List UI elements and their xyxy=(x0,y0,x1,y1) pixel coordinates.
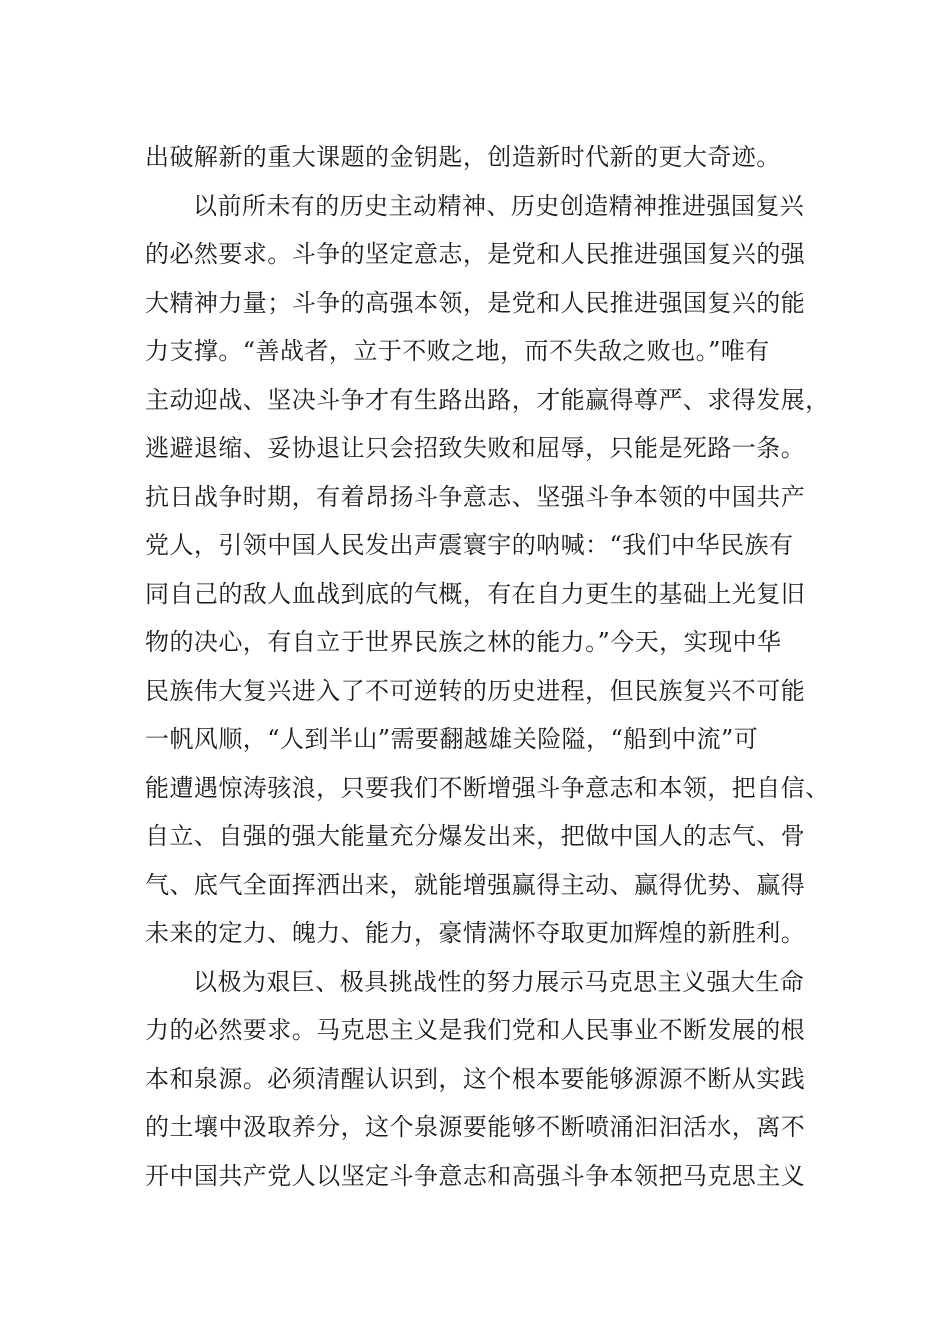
text-line: 以极为艰巨、极具挑战性的努力展示马克思主义强大生命 xyxy=(193,967,805,996)
body-text xyxy=(145,133,830,1200)
text-line: 同自己的敌人血战到底的气概，有在自力更生的基础上光复旧 xyxy=(145,579,806,608)
text-line: 力支撑。“善战者，立于不败之地，而不失敌之败也。”唯有 xyxy=(145,337,770,365)
text-line: 抗日战争时期，有着昂扬斗争意志、坚强斗争本领的中国共产 xyxy=(145,482,806,511)
text-line: 力的必然要求。马克思主义是我们党和人民事业不断发展的根 xyxy=(145,1016,806,1044)
text-line: 的必然要求。斗争的坚定意志，是党和人民推进强国复兴的强 xyxy=(145,240,806,268)
text-line: 开中国共产党人以坚定斗争意志和高强斗争本领把马克思主义 xyxy=(145,1161,806,1190)
text-line: 气、底气全面挥洒出来，就能增强赢得主动、赢得优势、赢得 xyxy=(145,870,806,899)
text-line: 能遭遇惊涛骇浪，只要我们不断增强斗争意志和本领，把自信、 xyxy=(145,773,830,802)
text-line: 物的决心，有自立于世界民族之林的能力。”今天，实现中华 xyxy=(145,628,782,656)
text-line: 一帆风顺，“人到半山”需要翻越雄关险隘，“船到中流”可 xyxy=(145,725,759,753)
text-line: 出破解新的重大课题的金钥匙，创造新时代新的更大奇迹。 xyxy=(145,143,781,171)
text-line: 自立、自强的强大能量充分爆发出来，把做中国人的志气、骨 xyxy=(145,822,806,850)
text-line: 的土壤中汲取养分，这个泉源要能够不断喷涌汩汩活水，离不 xyxy=(145,1113,806,1141)
text-line: 民族伟大复兴进入了不可逆转的历史进程，但民族复兴不可能 xyxy=(145,676,806,705)
text-line: 主动迎战、坚决斗争才有生路出路，才能赢得尊严、求得发展， xyxy=(145,385,830,414)
text-line: 大精神力量；斗争的高强本领，是党和人民推进强国复兴的能 xyxy=(145,288,806,317)
text-line: 逃避退缩、妥协退让只会招致失败和屈辱，只能是死路一条。 xyxy=(145,434,806,462)
text-line: 党人，引领中国人民发出声震寰宇的呐喊：“我们中华民族有 xyxy=(145,531,794,559)
text-line: 以前所未有的历史主动精神、历史创造精神推进强国复兴 xyxy=(193,191,805,220)
text-line: 未来的定力、魄力、能力，豪情满怀夺取更加辉煌的新胜利。 xyxy=(145,919,806,947)
text-line: 本和泉源。必须清醒认识到，这个根本要能够源源不断从实践 xyxy=(145,1064,806,1093)
